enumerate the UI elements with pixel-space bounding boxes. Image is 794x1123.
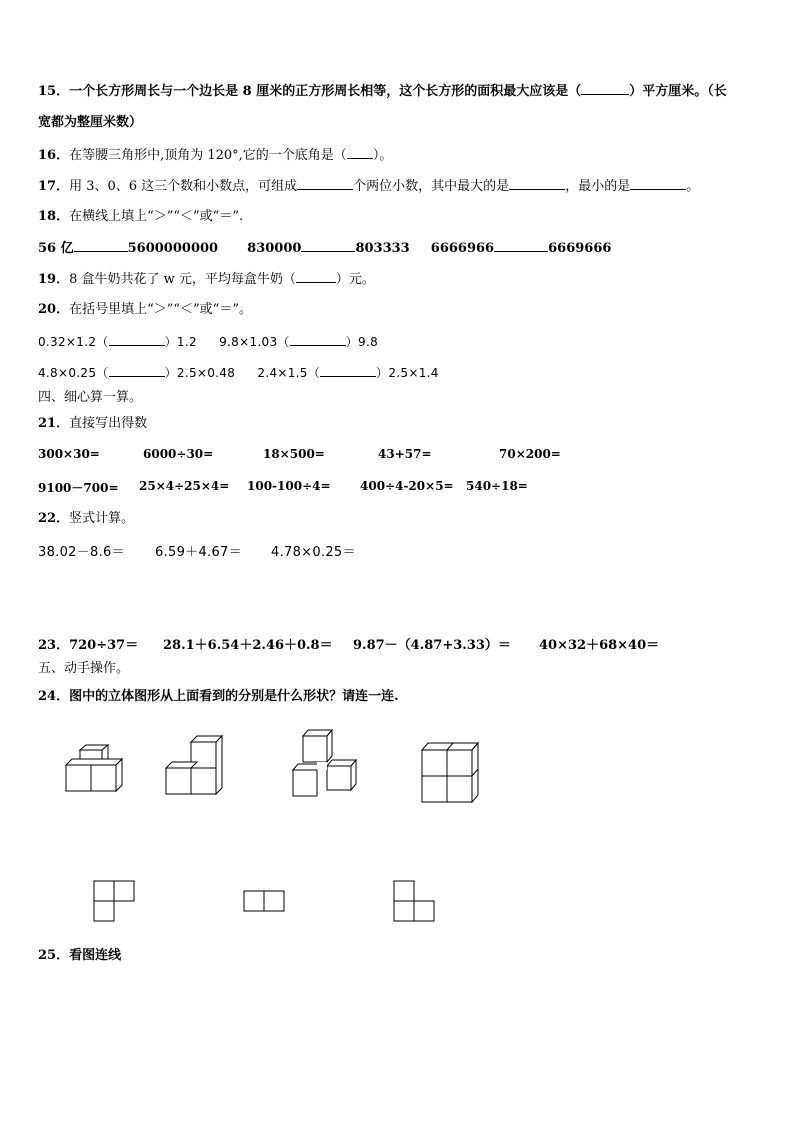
calc-item: 6000÷30= bbox=[143, 447, 214, 461]
question-text: 。 bbox=[686, 179, 700, 194]
q25-title bbox=[38, 947, 121, 965]
solid-figure-1 bbox=[60, 745, 130, 795]
vertical-calc-item: 38.02－8.6＝ bbox=[38, 545, 125, 560]
question-text: ）。 bbox=[372, 148, 393, 163]
answer-blank[interactable] bbox=[297, 177, 353, 190]
question-number: 24． bbox=[38, 689, 70, 704]
question-text: 个两位小数，其中最大的是 bbox=[353, 179, 510, 194]
answer-blank[interactable] bbox=[296, 270, 336, 283]
expr-left: 2.4×1.5 bbox=[257, 366, 308, 380]
section-heading: 四、细心算一算。 bbox=[38, 390, 143, 405]
calc-item: 540÷18= bbox=[466, 479, 528, 493]
question-number: 23． bbox=[38, 638, 70, 653]
calc-item: 300×30= bbox=[38, 447, 100, 461]
q15-line2: 宽都为整厘米数） bbox=[38, 115, 143, 130]
paren-open: （ bbox=[96, 366, 109, 380]
answer-blank[interactable] bbox=[509, 177, 565, 190]
top-view-shape-2 bbox=[243, 890, 287, 914]
paren-close: ） bbox=[376, 366, 389, 380]
question-text: 在横线上填上“＞”“＜”或“＝”. bbox=[69, 209, 244, 224]
calc-item: 720÷37＝ bbox=[69, 638, 139, 653]
question-text: ，最小的是 bbox=[565, 179, 631, 194]
calc-item: 100-100÷4= bbox=[247, 479, 331, 493]
question-text: ）元。 bbox=[335, 272, 375, 287]
question-number: 19． bbox=[38, 272, 70, 287]
answer-blank[interactable] bbox=[630, 177, 686, 190]
question-number: 17． bbox=[38, 179, 70, 194]
compare-right: 5600000000 bbox=[127, 241, 219, 256]
compare-right: 803333 bbox=[355, 241, 410, 256]
compare-right: 6669666 bbox=[548, 241, 612, 256]
compare-left: 830000 bbox=[247, 241, 302, 256]
q17 bbox=[38, 177, 699, 196]
paren-close: ） bbox=[164, 366, 177, 380]
q21-title bbox=[38, 415, 147, 433]
answer-blank[interactable] bbox=[290, 333, 346, 346]
solid-figure-2 bbox=[164, 734, 234, 796]
question-text: ）平方厘米。（长 bbox=[629, 84, 727, 99]
q20-title bbox=[38, 301, 252, 319]
q20-row2 bbox=[38, 364, 439, 382]
answer-blank[interactable] bbox=[320, 364, 376, 377]
question-text: 看图连线 bbox=[69, 948, 122, 963]
answer-blank[interactable] bbox=[301, 239, 355, 252]
calc-item: 70×200= bbox=[499, 447, 561, 461]
question-number: 25． bbox=[38, 948, 70, 963]
q19 bbox=[38, 270, 375, 289]
q18-items bbox=[38, 239, 611, 258]
question-number: 15． bbox=[38, 84, 70, 99]
calc-item: 400÷4-20×5= bbox=[360, 479, 454, 493]
expr-right: 1.2 bbox=[176, 335, 197, 349]
answer-blank[interactable] bbox=[109, 364, 165, 377]
question-text: 用 3、0、6 这三个数和小数点，可组成 bbox=[69, 179, 298, 194]
question-text: 直接写出得数 bbox=[69, 416, 148, 431]
calc-item: 18×500= bbox=[263, 447, 325, 461]
paren-open: （ bbox=[307, 366, 321, 380]
calc-item: 25×4÷25×4= bbox=[139, 479, 230, 493]
top-view-shape-3 bbox=[393, 880, 437, 924]
question-text: 8 盒牛奶共花了 w 元，平均每盒牛奶（ bbox=[69, 272, 296, 287]
question-text: 一个长方形周长与一个边长是 8 厘米的正方形周长相等，这个长方形的面积最大应该是（ bbox=[69, 84, 582, 99]
q24-title bbox=[38, 688, 399, 706]
answer-blank[interactable] bbox=[581, 82, 629, 95]
vertical-calc-item: 6.59＋4.67＝ bbox=[155, 545, 242, 560]
answer-blank[interactable] bbox=[494, 239, 548, 252]
paren-open: （ bbox=[277, 335, 290, 349]
q18-title bbox=[38, 208, 243, 226]
expr-right: 2.5×0.48 bbox=[176, 366, 236, 380]
calc-item: 9100－700= bbox=[38, 481, 119, 495]
paren-close: ） bbox=[345, 335, 359, 349]
expr-right: 2.5×1.4 bbox=[388, 366, 439, 380]
q15-line1 bbox=[38, 82, 727, 101]
section-heading: 五、动手操作。 bbox=[38, 661, 130, 676]
expr-left: 9.8×1.03 bbox=[219, 335, 278, 349]
question-number: 18． bbox=[38, 209, 70, 224]
paren-close: ） bbox=[164, 335, 177, 349]
solid-figure-4 bbox=[418, 740, 484, 806]
answer-blank[interactable] bbox=[109, 333, 165, 346]
question-number: 21． bbox=[38, 416, 70, 431]
calc-item: 9.87－（4.87+3.33）＝ bbox=[353, 638, 511, 653]
expr-left: 0.32×1.2 bbox=[38, 335, 97, 349]
calc-item: 43+57= bbox=[378, 447, 432, 461]
question-number: 16． bbox=[38, 148, 70, 163]
q22-title bbox=[38, 510, 134, 528]
question-text: 在等腰三角形中,顶角为 120°,它的一个底角是（ bbox=[69, 148, 347, 163]
compare-left: 56 亿 bbox=[38, 241, 74, 256]
answer-blank[interactable] bbox=[74, 239, 128, 252]
expr-left: 4.8×0.25 bbox=[38, 366, 97, 380]
question-text: 在括号里填上“＞”“＜”或“＝”。 bbox=[69, 302, 252, 317]
q20-row1 bbox=[38, 333, 378, 351]
question-text: 图中的立体图形从上面看到的分别是什么形状？请连一连. bbox=[69, 689, 399, 704]
question-text: 竖式计算。 bbox=[69, 511, 135, 526]
q16 bbox=[38, 146, 392, 165]
compare-left: 6666966 bbox=[430, 241, 495, 256]
vertical-calc-item: 4.78×0.25＝ bbox=[271, 545, 356, 560]
answer-blank[interactable] bbox=[347, 146, 373, 159]
solid-figure-3 bbox=[291, 728, 363, 800]
question-number: 22． bbox=[38, 511, 70, 526]
q23-number-and-item bbox=[38, 634, 138, 653]
top-view-shape-1 bbox=[93, 880, 137, 924]
calc-item: 40×32＋68×40＝ bbox=[539, 638, 660, 653]
paren-open: （ bbox=[96, 335, 109, 349]
question-number: 20． bbox=[38, 302, 70, 317]
expr-right: 9.8 bbox=[358, 335, 378, 349]
calc-item: 28.1＋6.54＋2.46＋0.8＝ bbox=[163, 638, 333, 653]
